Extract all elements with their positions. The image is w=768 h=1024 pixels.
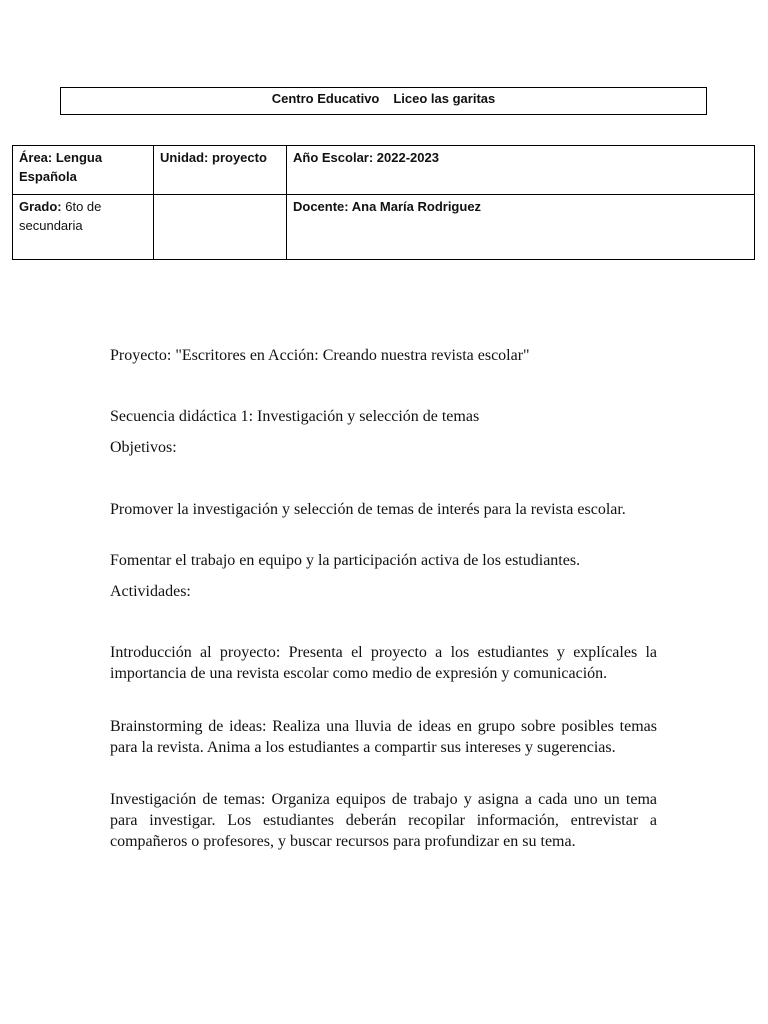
school-label: Centro Educativo <box>271 91 380 106</box>
activity-item: Introducción al proyecto: Presenta el proyecto a los estudiantes y explícales la importancia de una revista escolar como medio de expresión y comunicación. <box>110 644 657 682</box>
activity-item: Brainstorming de ideas: Realiza una lluvia de ideas en grupo sobre posibles temas para la revista. Anima a los estudiantes a compartir sus intereses y sugerencias. <box>110 718 657 756</box>
empty-cell <box>154 195 287 260</box>
activities-heading: Actividades: <box>110 583 191 600</box>
year-label: Año Escolar: 2022-2023 <box>293 150 439 165</box>
table-row <box>13 146 755 195</box>
objectives-heading: Objetivos: <box>110 439 177 456</box>
year-cell <box>287 146 755 195</box>
project-title: Proyecto: "Escritores en Acción: Creando nuestra revista escolar" <box>110 347 530 364</box>
objective-item: Fomentar el trabajo en equipo y la participación activa de los estudiantes. <box>110 552 581 569</box>
unit-cell <box>154 146 287 195</box>
sequence-title: Secuencia didáctica 1: Investigación y selección de temas <box>110 408 480 425</box>
teacher-cell <box>287 195 755 260</box>
grade-cell <box>13 195 154 260</box>
school-name: Liceo las garitas <box>393 91 496 106</box>
info-table <box>12 145 755 260</box>
school-header <box>60 87 707 115</box>
objective-item: Promover la investigación y selección de temas de interés para la revista escolar. <box>110 501 626 518</box>
unit-label: Unidad: <box>160 150 209 165</box>
area-cell <box>13 146 154 195</box>
teacher-label: Docente: Ana María Rodriguez <box>293 199 482 214</box>
area-label: Área: Lengua Española <box>19 150 103 184</box>
grade-label: Grado: <box>19 199 62 214</box>
grade-value: 6to de secundaria <box>19 199 102 233</box>
table-row <box>13 195 755 260</box>
activity-item: Investigación de temas: Organiza equipos de trabajo y asigna a cada uno un tema para investigar. Los estudiantes deberán recopilar información, entrevistar a compañeros o profesores, y buscar recursos para profundizar en su tema. <box>110 791 657 850</box>
unit-value: proyecto <box>212 150 267 165</box>
